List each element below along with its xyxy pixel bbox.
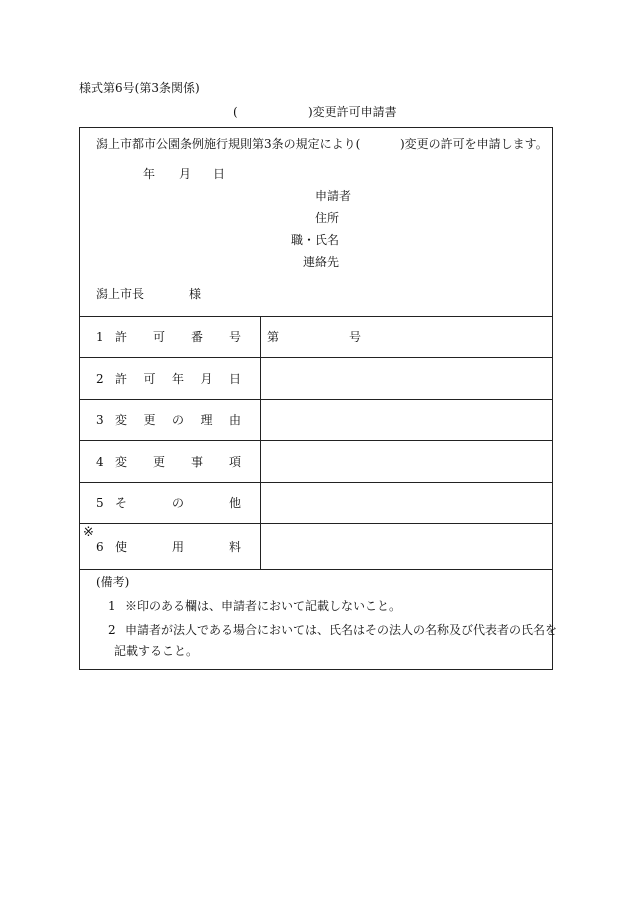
row-label-char: 号 xyxy=(228,330,241,344)
row-label xyxy=(115,541,241,553)
row-number: 4 xyxy=(96,455,104,469)
applicant-address-label: 住所 xyxy=(315,211,340,225)
row-number: 1 xyxy=(96,330,104,344)
form-title: )変更許可申請書 xyxy=(308,105,397,119)
row-label-char: 事 xyxy=(190,455,203,469)
row-label xyxy=(115,331,241,343)
date-day: 日 xyxy=(213,167,226,181)
row-label-char: 使 xyxy=(115,540,128,554)
row-label xyxy=(115,456,241,468)
remark-text-continued: 記載すること。 xyxy=(114,644,199,658)
statement-text-end: )変更の許可を申請します。 xyxy=(400,137,548,151)
row-label-char: 許 xyxy=(115,372,128,386)
column-divider xyxy=(260,316,261,569)
applicant-contact-label: 連絡先 xyxy=(303,255,340,269)
row-label-char: 用 xyxy=(171,540,184,554)
row-label-char: の xyxy=(171,496,184,510)
row-label-char: 可 xyxy=(152,330,165,344)
remark-text: 申請者が法人である場合においては、氏名はその法人の名称及び代表者の氏名を xyxy=(125,623,558,637)
row-label-char: 由 xyxy=(228,413,241,427)
title-open-paren: ( xyxy=(233,105,238,119)
divider-row-4 xyxy=(79,440,553,441)
row-label-char: 月 xyxy=(200,372,213,386)
row-number: 2 xyxy=(96,372,104,386)
divider-row-1 xyxy=(79,316,553,317)
form-number: 様式第6号(第3条関係) xyxy=(79,81,200,95)
divider-row-3 xyxy=(79,399,553,400)
row-number: 3 xyxy=(96,413,104,427)
row-label-char: 変 xyxy=(115,455,128,469)
remark-number: 1 xyxy=(108,599,116,613)
row-label-char: 可 xyxy=(143,372,156,386)
row-label xyxy=(115,414,241,426)
row-label-char: の xyxy=(171,413,184,427)
row-label xyxy=(115,497,241,509)
row-label-char: 番 xyxy=(190,330,203,344)
permit-number-suffix: 号 xyxy=(349,330,362,344)
divider-remarks xyxy=(79,569,553,570)
permit-number-prefix: 第 xyxy=(267,330,280,344)
addressee-name: 潟上市長 xyxy=(96,287,145,301)
row-label-char: 料 xyxy=(228,540,241,554)
office-use-mark: ※ xyxy=(83,525,94,540)
row-label xyxy=(115,373,241,385)
row-label-char: 更 xyxy=(143,413,156,427)
row-label-char: 年 xyxy=(171,372,184,386)
row-number: 6 xyxy=(96,540,104,554)
divider-row-6 xyxy=(79,523,553,524)
row-label-char: そ xyxy=(115,496,128,510)
row-label-char: 更 xyxy=(152,455,165,469)
remarks-title: (備考) xyxy=(96,575,130,589)
row-label-char: 変 xyxy=(115,413,128,427)
applicant-name-label: 職・氏名 xyxy=(291,233,340,247)
row-label-char: 許 xyxy=(115,330,128,344)
remark-text: ※印のある欄は、申請者において記載しないこと。 xyxy=(125,599,402,613)
row-label-char: 日 xyxy=(228,372,241,386)
applicant-label: 申請者 xyxy=(315,189,352,203)
row-label-char: 理 xyxy=(200,413,213,427)
date-year: 年 xyxy=(143,167,156,181)
row-label-char: 他 xyxy=(228,496,241,510)
statement-text: 潟上市都市公園条例施行規則第3条の規定により( xyxy=(96,137,361,151)
divider-row-2 xyxy=(79,357,553,358)
addressee-honorific: 様 xyxy=(189,287,202,301)
date-month: 月 xyxy=(179,167,192,181)
divider-row-5 xyxy=(79,482,553,483)
row-number: 5 xyxy=(96,496,104,510)
row-label-char: 項 xyxy=(228,455,241,469)
remark-number: 2 xyxy=(108,623,116,637)
